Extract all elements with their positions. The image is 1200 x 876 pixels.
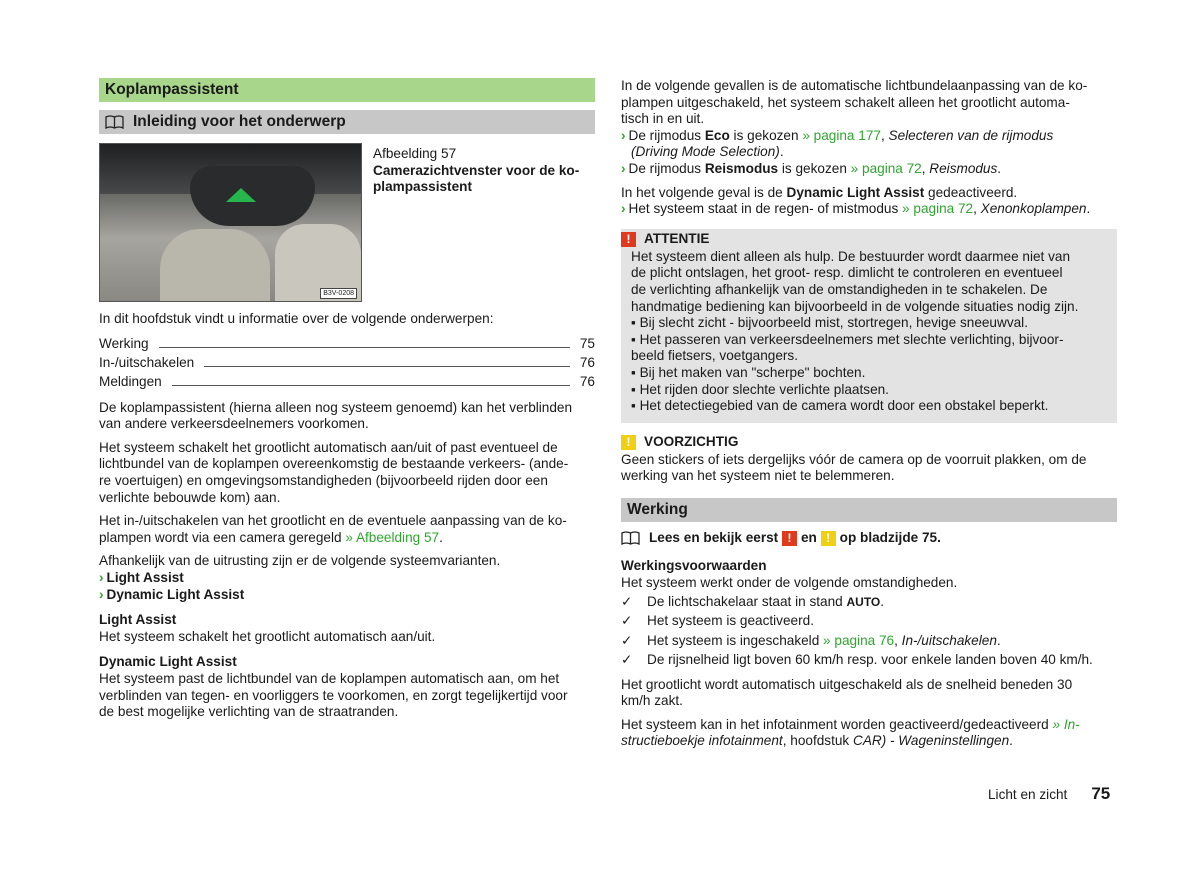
check-icon: ✓ xyxy=(621,593,633,609)
werking-title: Werking xyxy=(621,498,1117,522)
page-footer xyxy=(988,786,1110,804)
toc-list xyxy=(99,336,595,393)
book-icon xyxy=(105,115,124,129)
left-column xyxy=(99,78,595,721)
wv-intro: Het systeem werkt onder de volgende omstandigheden. xyxy=(621,575,958,591)
camera-photo xyxy=(99,143,362,302)
wv-title: Werkingsvoorwaarden xyxy=(621,558,767,574)
toc-intro: In dit hoofdstuk vindt u informatie over de volgende onderwerpen: xyxy=(99,311,494,326)
case-3: › Het systeem staat in de regen- of mistmodus » pagina 72, Xenonkoplampen. xyxy=(621,201,1091,217)
case-2: › De rijmodus Reismodus is gekozen » pagina 72, Reismodus. xyxy=(621,160,1002,176)
para-3: Het in-/uitschakelen van het grootlicht en de eventuele aanpassing van de ko- plampen wordt via een camera geregeld » Afbeelding 57. xyxy=(99,513,567,545)
case-1: › De rijmodus Eco is gekozen » pagina 177, Selecteren van de rijmodus (Driving Mode Selection). xyxy=(621,127,1054,160)
toc-item[interactable]: In-/uitschakelen 76 xyxy=(99,354,595,370)
variant-list: › Light Assist › Dynamic Light Assist xyxy=(99,569,245,602)
para-4: Afhankelijk van de uitrusting zijn er de volgende systeemvarianten. xyxy=(99,553,501,569)
para-off: Het grootlicht wordt automatisch uitgeschakeld als de snelheid beneden 30 km/h zakt. xyxy=(621,676,1073,709)
figure-label: Afbeelding 57 xyxy=(373,146,457,161)
toc-item[interactable]: Werking 75 xyxy=(99,335,595,351)
image-tag: B3V-0208 xyxy=(320,288,357,299)
right-intro: In de volgende gevallen is de automatische lichtbundelaanpassing van de ko- plampen uitgeschakeld, het systeem schakelt alleen het grootlicht automa- tisch in en uit. xyxy=(621,78,1088,127)
dla-text: Het systeem past de lichtbundel van de koplampen automatisch aan, om het verblinden van tegen- en voorliggers te voorkomen, en zorgt tegelijkertijd voor de best mogelijke verlichting van de straatranden. xyxy=(99,670,568,720)
section-title: Koplampassistent xyxy=(99,78,595,102)
page-link[interactable]: » pagina 177 xyxy=(802,127,881,143)
voorzichtig-head xyxy=(621,434,1117,452)
warning-icon: ! xyxy=(782,531,797,546)
check-icon: ✓ xyxy=(621,613,633,629)
arrow-icon: › xyxy=(621,160,626,176)
page-link[interactable]: » pagina 76 xyxy=(823,632,895,648)
intro-heading xyxy=(99,110,595,134)
la-title: Light Assist xyxy=(99,612,177,628)
para-info: Het systeem kan in het infotainment worden geactiveerd/gedeactiveerd » In- structieboekje infotainment, hoofdstuk CAR) - Wageninstellingen. xyxy=(621,716,1080,749)
figure-caption: Afbeelding 57 Camerazichtvenster voor de ko- plampassistent xyxy=(373,146,580,195)
manual-link[interactable]: » In- xyxy=(1052,716,1080,732)
caution-icon: ! xyxy=(621,435,636,450)
right-column xyxy=(621,78,1117,750)
caution-icon: ! xyxy=(821,531,836,546)
footer-section: Licht en zicht xyxy=(988,787,1068,802)
attentie-box xyxy=(621,229,1117,423)
toc-item[interactable]: Meldingen 76 xyxy=(99,373,595,389)
page-number: 75 xyxy=(1091,784,1111,803)
read-first: Lees en bekijk eerst ! en ! op bladzijde 75. xyxy=(621,530,1117,547)
para-1: De koplampassistent (hierna alleen nog systeem genoemd) kan het verblinden van andere verkeersdeelnemers voorkomen. xyxy=(99,399,573,432)
dla-off: In het volgende geval is de Dynamic Light Assist gedeactiveerd. xyxy=(621,184,1018,200)
voorzichtig-text: Geen stickers of iets dergelijks vóór de camera op de voorruit plakken, om de werking van het systeem niet te belemmeren. xyxy=(621,451,1087,484)
check-icon: ✓ xyxy=(621,652,633,668)
arrow-icon: › xyxy=(621,201,626,217)
warning-icon: ! xyxy=(621,232,636,247)
attentie-text: Het systeem dient alleen als hulp. De bestuurder wordt daarmee niet van de plicht ontslagen, het groot- resp. dimlicht te controleren en eventueel de verlichting afhankelijk van de omstandigheden in te schakelen. De handmatige bediening kan bijvoorbeeld in de volgende situaties nodig zijn. ▪ Bij slecht zicht - bijvoorbeeld mist, stortregen, hevige sneeuwval. ▪ Het passeren van verkeersdeelnemers met slechte verlichting, bijvoor- beeld fietsers, voetgangers. ▪ Bij het maken van "scherpe" bochten. ▪ Het rijden door slechte verlichte plaatsen. ▪ Het detectiegebied van de camera wordt door een obstakel beperkt. xyxy=(631,248,1079,414)
check-list: ✓ De lichtschakelaar staat in stand AUTO. ✓ Het systeem is geactiveerd. ✓ Het systeem is ingeschakeld » pagina 76, In-/uitschakelen. ✓ De rijsnelheid ligt boven 60 km/h resp. voor enkele landen boven 40 km/h. xyxy=(621,593,1093,668)
voorzichtig-title: VOORZICHTIG xyxy=(644,434,739,450)
figure xyxy=(99,143,595,302)
para-2: Het systeem schakelt het grootlicht automatisch aan/uit of past eventueel de lichtbundel van de koplampen overeenkomstig de bestaande verkeers- (ande- re voertuigen) en omgevingsomstandigheden (bijvoorbeeld rijden door een verlichte bebouwde kom) aan. xyxy=(99,439,569,505)
arrow-icon: › xyxy=(621,127,626,143)
intro-title: Inleiding voor het onderwerp xyxy=(133,113,346,130)
figure-link[interactable]: » Afbeelding 57 xyxy=(345,529,440,545)
book-icon xyxy=(621,531,640,545)
page-link[interactable]: » pagina 72 xyxy=(850,160,922,176)
check-icon: ✓ xyxy=(621,632,633,648)
dla-title: Dynamic Light Assist xyxy=(99,654,237,670)
arrow-icon: › xyxy=(99,586,104,602)
attentie-title: ATTENTIE xyxy=(644,231,710,247)
la-text: Het systeem schakelt het grootlicht automatisch aan/uit. xyxy=(99,628,436,644)
page-link[interactable]: » pagina 72 xyxy=(902,201,974,217)
arrow-icon: › xyxy=(99,569,104,585)
